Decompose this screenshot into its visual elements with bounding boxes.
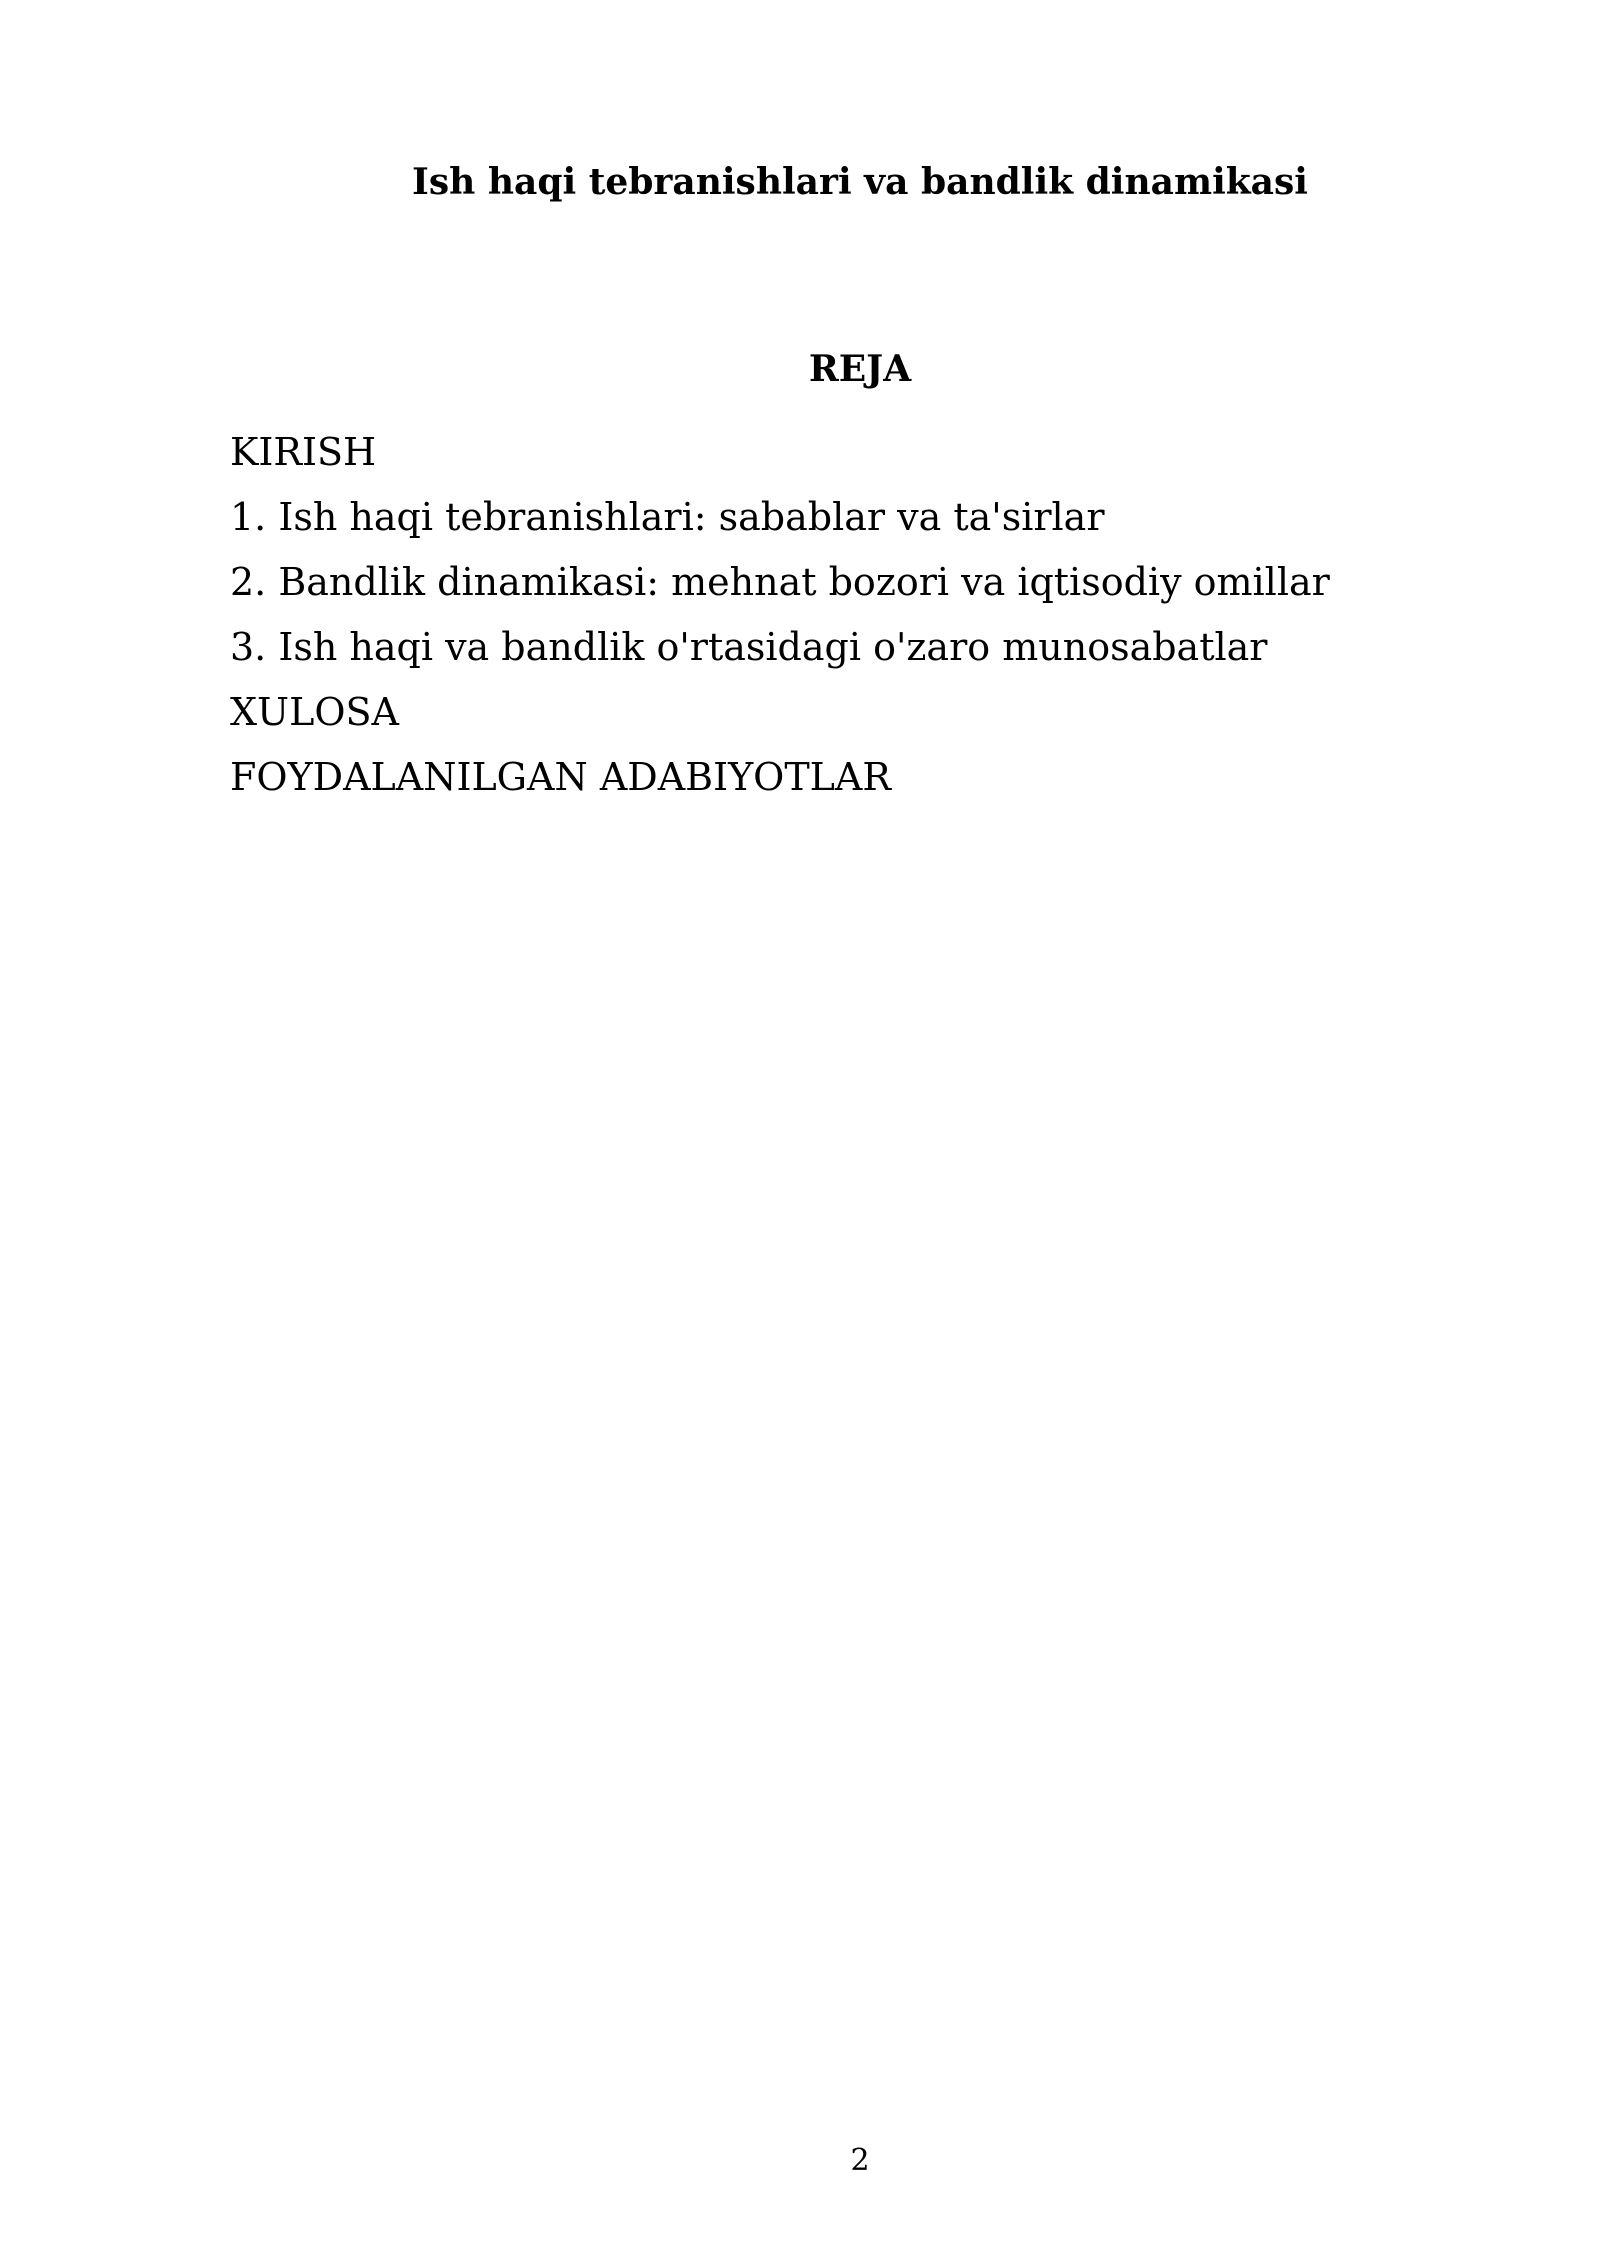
page-number: 2: [850, 2143, 870, 2178]
toc-item-chapter-1: 1. Ish haqi tebranishlari: sabablar va ta'sirlar: [230, 495, 1105, 539]
toc-item-chapter-3: 3. Ish haqi va bandlik o'rtasidagi o'zaro munosabatlar: [230, 625, 1268, 669]
toc-item-references: FOYDALANILGAN ADABIYOTLAR: [230, 755, 891, 799]
table-of-contents: [230, 420, 1430, 810]
toc-item-conclusion: XULOSA: [230, 690, 399, 734]
toc-item-chapter-2: 2. Bandlik dinamikasi: mehnat bozori va iqtisodiy omillar: [230, 560, 1330, 604]
plan-heading: REJA: [808, 348, 912, 390]
document-title: Ish haqi tebranishlari va bandlik dinamikasi: [412, 161, 1308, 203]
toc-item-introduction: KIRISH: [230, 430, 377, 474]
